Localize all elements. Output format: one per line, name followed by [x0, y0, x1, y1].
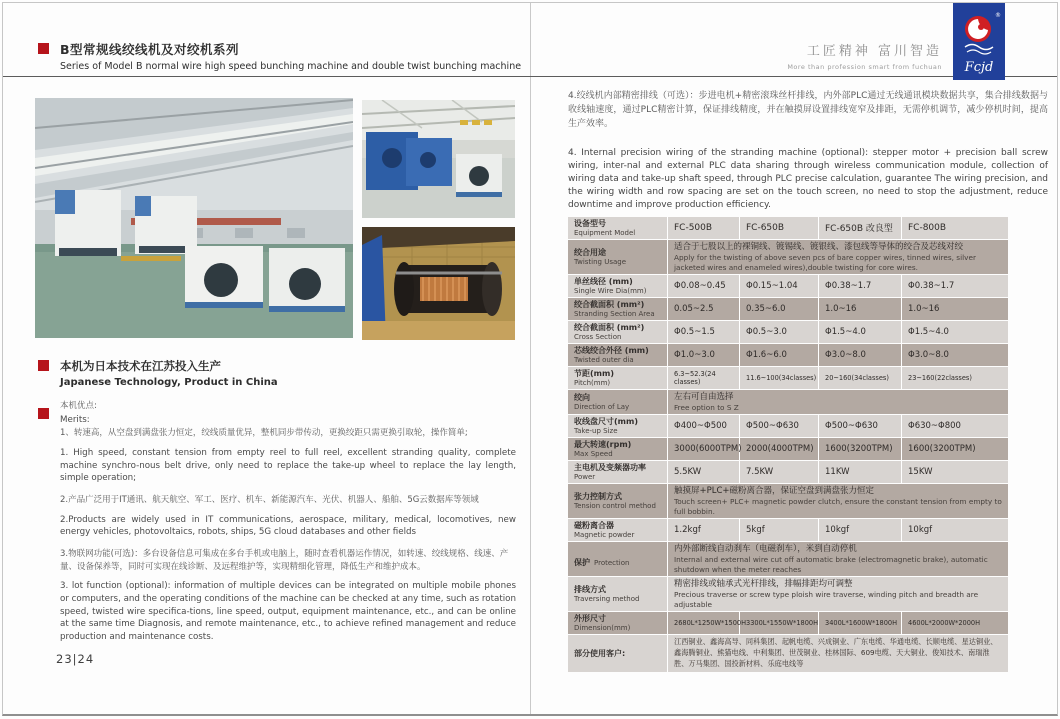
spec-cell: Φ1.0~3.0	[668, 344, 740, 366]
svg-text:®: ®	[995, 12, 1001, 19]
spec-cell: 11.6~100(34classes)	[740, 367, 819, 389]
table-row	[568, 275, 1008, 297]
spec-cell: Φ0.15~1.04	[740, 275, 819, 297]
header-rule	[3, 76, 1057, 77]
spec-cell: 5kgf	[740, 519, 819, 541]
page-title: B型常规线绞线机及对绞机系列	[60, 42, 240, 57]
spec-cell: Φ3.0~8.0	[819, 344, 902, 366]
spec-cell: Φ0.08~0.45	[668, 275, 740, 297]
spec-cell: 触摸屏+PLC+磁粉离合器，保证空盘到满盘张力恒定 Touch screen+ PLC+ magnetic powder clutch, ensure the constant tension from empty to full bobbin.	[668, 484, 1008, 518]
merits-label-zh: 本机优点:	[60, 401, 97, 411]
spec-cell: Φ500~Φ630	[740, 415, 819, 437]
spec-cell: Φ400~Φ500	[668, 415, 740, 437]
spec-label: 绞合截面积 (mm²) Stranding Section Area	[568, 298, 668, 320]
spec-cell: Φ1.5~4.0	[819, 321, 902, 343]
company-logo	[953, 3, 1005, 80]
page-header-left	[38, 40, 521, 72]
red-square-bullet-icon	[38, 360, 49, 371]
merit2-zh: 2.产品广泛用于IT通讯、航天航空、军工、医疗、机车、新能源汽车、光伏、机器人、船舶、5G云数据库等领域	[60, 494, 479, 505]
spec-cell: FC-650B 改良型	[819, 217, 902, 239]
spec-cell: 7.5KW	[740, 461, 819, 483]
merits-section	[38, 400, 516, 652]
spec-label: 节距(mm) Pitch(mm)	[568, 367, 668, 389]
spec-cell: Φ0.5~1.5	[668, 321, 740, 343]
table-row	[568, 415, 1008, 437]
spec-cell: 2000(4000TPM)	[740, 438, 819, 460]
table-row	[568, 461, 1008, 483]
table-row	[568, 577, 1008, 611]
section-title-zh: 本机为日本技术在江苏投入生产	[60, 359, 221, 373]
spec-label: 收线盘尺寸(mm) Take-up Size	[568, 415, 668, 437]
spec-cell: 0.05~2.5	[668, 298, 740, 320]
spec-cell: 11KW	[819, 461, 902, 483]
spec-label: 保护 Protection	[568, 542, 668, 576]
red-square-bullet-icon	[38, 408, 49, 419]
brand-slogan: 工匠精神 富川智造	[806, 44, 942, 59]
feature4-paragraph-en: 4. Internal precision wiring of the stranding machine (optional): stepper motor + precision ball screw wiring, inter-nal and external PLC data sharing through wireless communication module, collection of wiring data and take-up shaft speed, through PLC precise calculation, guarantee The wiring precision, and the wiring width and row spacing are set on the touch screen, no need to stop the adjustment, reduce downtime and improve production efficiency.	[568, 148, 1048, 211]
spec-cell: Φ0.38~1.7	[819, 275, 902, 297]
table-row	[568, 542, 1008, 576]
spec-cell: 10kgf	[902, 519, 1008, 541]
spec-label: 部分使用客户:	[568, 635, 668, 671]
table-row	[568, 367, 1008, 389]
spec-cell: 3300L*1550W*1800H	[740, 612, 819, 634]
merit3-zh: 3.物联网功能(可选)：多台设备信息可集成在多台手机或电脑上，随时查看机器运作情况，如转速、绞线规格、线速、产量、设备保养等，同时可实现在线诊断、及远程维护等，实现精细化管理，降低生产和维护成本。	[60, 548, 509, 572]
section-header	[38, 358, 278, 388]
spec-cell: Φ500~Φ630	[819, 415, 902, 437]
spec-cell: 精密排线或轴承式光杆排线，排幅排距均可调整 Precious traverse or screw type ploish wire traverse, winding pitch and breadth are adjustable	[668, 577, 1008, 611]
spec-cell: 内外部断线自动刹车（电磁刹车），米到自动停机 Internal and external wire cut off automatic brake (electromagnetic brake), automatic shutdown when the meter reaches	[668, 542, 1008, 576]
spec-label: 张力控制方式 Tension control method	[568, 484, 668, 518]
spec-label: 外形尺寸 Dimension(mm)	[568, 612, 668, 634]
blue-machines-photo	[362, 100, 515, 218]
spec-label: 磁粉离合器 Magnetic powder	[568, 519, 668, 541]
table-row	[568, 321, 1008, 343]
spec-cell: 5.5KW	[668, 461, 740, 483]
spec-cell: 1.2kgf	[668, 519, 740, 541]
spec-cell: 江西铜业、鑫海高导、同科集团、起帆电缆、兴成铜业、广东电缆、华通电缆、长顺电缆、星达铜业、鑫海腾铜业、熊猫电线、中利集团、世茂铜业、桂林国际、609电缆、天大铜业、俊知技术、南瑞淮胜、万马集团、国投新材料、乐庭电线等	[668, 635, 1008, 671]
table-row	[568, 217, 1008, 239]
table-row	[568, 344, 1008, 366]
spec-cell: 4600L*2000W*2000H	[902, 612, 1008, 634]
feature4-paragraph-zh: 4.绞线机内部精密排线（可选）：步进电机+精密滚珠丝杆排线，内外部PLC通过无线通讯模块数据共享，集合排线数据与收线轴速度，通过PLC精密计算，保证排线精度，并在触摸屏设置排线宽窄及排距，无需停机调节，减少停机时间，提高生产效率。	[568, 91, 1048, 129]
table-row	[568, 635, 1008, 671]
merit3-en: 3. lot function (optional): information of multiple devices can be integrated on multiple mobile phones or computers, and the operating conditions of the machine can be checked at any time, such as rotation speed, twisted wire specifica-tions, line speed, output, equipment maintenance, etc., and can be online at the same time Diagnosis, and remote maintenance, etc., to achieve refined management and reduce production and maintenance costs.	[60, 581, 516, 642]
spec-cell: 1.0~16	[902, 298, 1008, 320]
spec-cell: 6.3~52.3(24 classes)	[668, 367, 740, 389]
spec-cell: Φ0.5~3.0	[740, 321, 819, 343]
page-number: 23|24	[56, 652, 95, 666]
copper-bobbin-closeup-photo	[362, 227, 515, 340]
table-row	[568, 438, 1008, 460]
spec-cell: 1600(3200TPM)	[902, 438, 1008, 460]
spec-cell: Φ3.0~8.0	[902, 344, 1008, 366]
spec-label: 绞向 Direction of Lay	[568, 390, 668, 415]
spec-label: 排线方式 Traversing method	[568, 577, 668, 611]
merit1-zh: 1、转速高，从空盘到满盘张力恒定，绞线质量优异，整机同步带传动，更换绞距只需更换引取轮，操作简单;	[60, 428, 468, 439]
table-row	[568, 612, 1008, 634]
factory-hall-photo	[35, 98, 353, 338]
merits-label-en: Merits:	[60, 414, 90, 425]
spec-cell: FC-800B	[902, 217, 1008, 239]
table-row	[568, 298, 1008, 320]
spec-cell: 10kgf	[819, 519, 902, 541]
brand-tagline: More than profession smart from fuchuan	[787, 63, 942, 71]
spec-label: 最大转速(rpm) Max Speed	[568, 438, 668, 460]
spec-label: 芯线绞合外径 (mm) Twisted outer dia	[568, 344, 668, 366]
spec-cell: 20~160(34classes)	[819, 367, 902, 389]
merit2-en: 2.Products are widely used in IT communications, aerospace, military, medical, locomotives, new energy vehicles, photovoltaics, robots, ships, 5G cloud databases and other fields	[60, 514, 516, 538]
section-title-en: Japanese Technology, Product in China	[60, 377, 278, 388]
spec-cell: 左右可自由选择 Free option to S Z	[668, 390, 1008, 415]
spec-label: 主电机及变频器功率 Power	[568, 461, 668, 483]
fuchuan-logo-icon	[953, 3, 1005, 80]
table-row	[568, 240, 1008, 274]
table-row	[568, 484, 1008, 518]
spec-cell: 2680L*1250W*1500H	[668, 612, 740, 634]
spec-cell: FC-650B	[740, 217, 819, 239]
spec-cell: Φ0.38~1.7	[902, 275, 1008, 297]
spec-cell: 3000(6000TPM)	[668, 438, 740, 460]
spec-cell: 适合于七股以上的裸铜线、镀锡线、镀银线、漆包线等导体的绞合及芯线对绞 Apply for the twisting of above seven pcs of bare copper wires, tinned wires, silver jacketed wires and enameled wires),double twisting for core wires.	[668, 240, 1008, 274]
center-page-divider	[530, 3, 531, 714]
spec-label: 设备型号 Equipment Model	[568, 217, 668, 239]
spec-label: 绞合用途 Twisting Usage	[568, 240, 668, 274]
spec-cell: Φ1.5~4.0	[902, 321, 1008, 343]
spec-cell: 15KW	[902, 461, 1008, 483]
red-square-bullet-icon	[38, 43, 49, 54]
spec-cell: 1.0~16	[819, 298, 902, 320]
table-row	[568, 519, 1008, 541]
spec-cell: FC-500B	[668, 217, 740, 239]
spec-cell: Φ630~Φ800	[902, 415, 1008, 437]
spec-cell: 1600(3200TPM)	[819, 438, 902, 460]
table-row	[568, 390, 1008, 415]
svg-text:Fcjd: Fcjd	[964, 60, 994, 75]
spec-cell: 23~160(22classes)	[902, 367, 1008, 389]
page-subtitle: Series of Model B normal wire high speed bunching machine and double twist bunching machine	[60, 61, 522, 72]
spec-label: 绞合截面积 (mm²) Cross Section	[568, 321, 668, 343]
spec-cell: 3400L*1600W*1800H	[819, 612, 902, 634]
brand-slogan-block	[787, 40, 942, 71]
spec-cell: 0.35~6.0	[740, 298, 819, 320]
spec-cell: Φ1.6~6.0	[740, 344, 819, 366]
spec-table	[568, 216, 1008, 673]
spec-label: 单丝线径 (mm) Single Wire Dia(mm)	[568, 275, 668, 297]
merit1-en: 1. High speed, constant tension from empty reel to full reel, excellent stranding quality, complete machine synchro-nous belt drive, only need to replace the take-up wheel to replace the lay length, simple operation;	[60, 448, 516, 484]
